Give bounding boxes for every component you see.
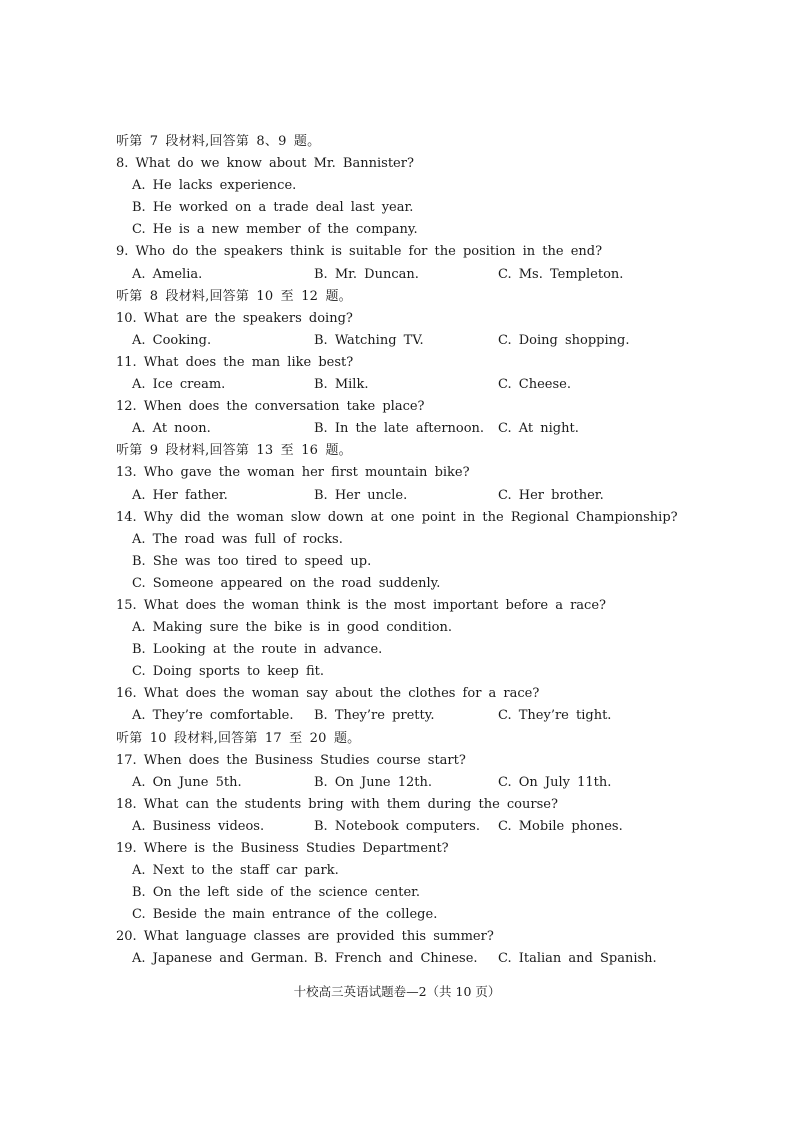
answer-option: B. They’re pretty.: [314, 708, 435, 724]
section-heading: 听第 7 段材料,回答第 8、9 题。: [116, 134, 321, 149]
exam-content: [116, 131, 676, 971]
answer-option: B. He worked on a trade deal last year.: [132, 200, 414, 216]
question-stem: 9. Who do the speakers think is suitable for the position in the end?: [116, 244, 603, 260]
answer-option: C. Doing shopping.: [498, 332, 630, 348]
options-row: [116, 772, 676, 794]
answer-option: B. On June 12th.: [314, 774, 433, 790]
answer-option: C. Someone appeared on the road suddenly.: [132, 575, 441, 591]
answer-option: B. Watching TV.: [314, 332, 424, 348]
question-stem: 10. What are the speakers doing?: [116, 310, 353, 326]
options-row: [116, 374, 676, 396]
answer-option: C. They’re tight.: [498, 708, 612, 724]
answer-option: B. Looking at the route in advance.: [132, 642, 383, 658]
page-footer: 十校高三英语试题卷—2（共 10 页）: [293, 984, 501, 999]
answer-option: C. On July 11th.: [498, 774, 612, 790]
answer-option: B. Mr. Duncan.: [314, 266, 419, 282]
answer-option: B. On the left side of the science center.: [132, 885, 421, 901]
question-stem: 20. What language classes are provided this summer?: [116, 929, 494, 945]
answer-option: A. Ice cream.: [132, 377, 226, 393]
section-heading: 听第 8 段材料,回答第 10 至 12 题。: [116, 288, 352, 304]
answer-option: B. French and Chinese.: [314, 951, 478, 967]
answer-option: B. Notebook computers.: [314, 818, 480, 834]
section-heading: 听第 10 段材料,回答第 17 至 20 题。: [116, 730, 361, 746]
answer-option: A. Making sure the bike is in good condition.: [132, 620, 452, 636]
answer-option: C. Beside the main entrance of the college.: [132, 907, 438, 923]
question-stem: 15. What does the woman think is the most important before a race?: [116, 597, 606, 613]
question-stem: 13. Who gave the woman her first mountain bike?: [116, 465, 470, 481]
answer-option: C. Italian and Spanish.: [498, 951, 657, 967]
options-row: [116, 264, 676, 286]
answer-option: A. He lacks experience.: [132, 178, 297, 194]
options-row: [116, 705, 676, 727]
options-row: [116, 330, 676, 352]
question-stem: 14. Why did the woman slow down at one point in the Regional Championship?: [116, 509, 678, 525]
answer-option: B. In the late afternoon.: [314, 421, 485, 437]
question-stem: 18. What can the students bring with them during the course?: [116, 796, 558, 812]
question-stem: 17. When does the Business Studies course start?: [116, 752, 466, 768]
answer-option: A. On June 5th.: [132, 774, 242, 790]
options-row: [116, 816, 676, 838]
answer-option: A. At noon.: [132, 421, 211, 437]
answer-option: C. At night.: [498, 421, 579, 437]
options-row: [116, 948, 676, 970]
answer-option: C. Ms. Templeton.: [498, 266, 624, 282]
answer-option: A. They’re comfortable.: [132, 708, 294, 724]
answer-option: C. Mobile phones.: [498, 818, 623, 834]
answer-option: B. She was too tired to speed up.: [132, 553, 372, 569]
answer-option: C. Doing sports to keep fit.: [132, 664, 324, 680]
options-row: [116, 418, 676, 440]
section-heading: 听第 9 段材料,回答第 13 至 16 题。: [116, 443, 352, 459]
answer-option: B. Her uncle.: [314, 487, 408, 503]
question-stem: 8. What do we know about Mr. Bannister?: [116, 156, 414, 172]
answer-option: A. Next to the staff car park.: [132, 863, 339, 879]
answer-option: C. He is a new member of the company.: [132, 222, 418, 238]
answer-option: A. Cooking.: [132, 332, 212, 348]
answer-option: A. Japanese and German.: [132, 951, 308, 967]
question-stem: 16. What does the woman say about the clothes for a race?: [116, 686, 540, 702]
answer-option: B. Milk.: [314, 377, 369, 393]
answer-option: C. Cheese.: [498, 377, 571, 393]
answer-option: A. Business videos.: [132, 818, 265, 834]
question-stem: 12. When does the conversation take place?: [116, 399, 425, 415]
question-stem: 19. Where is the Business Studies Department?: [116, 841, 449, 856]
answer-option: A. Her father.: [132, 487, 228, 503]
answer-option: C. Her brother.: [498, 487, 604, 503]
answer-option: A. The road was full of rocks.: [132, 531, 343, 547]
answer-option: A. Amelia.: [132, 266, 203, 282]
question-stem: 11. What does the man like best?: [116, 354, 354, 370]
options-row: [116, 485, 676, 507]
